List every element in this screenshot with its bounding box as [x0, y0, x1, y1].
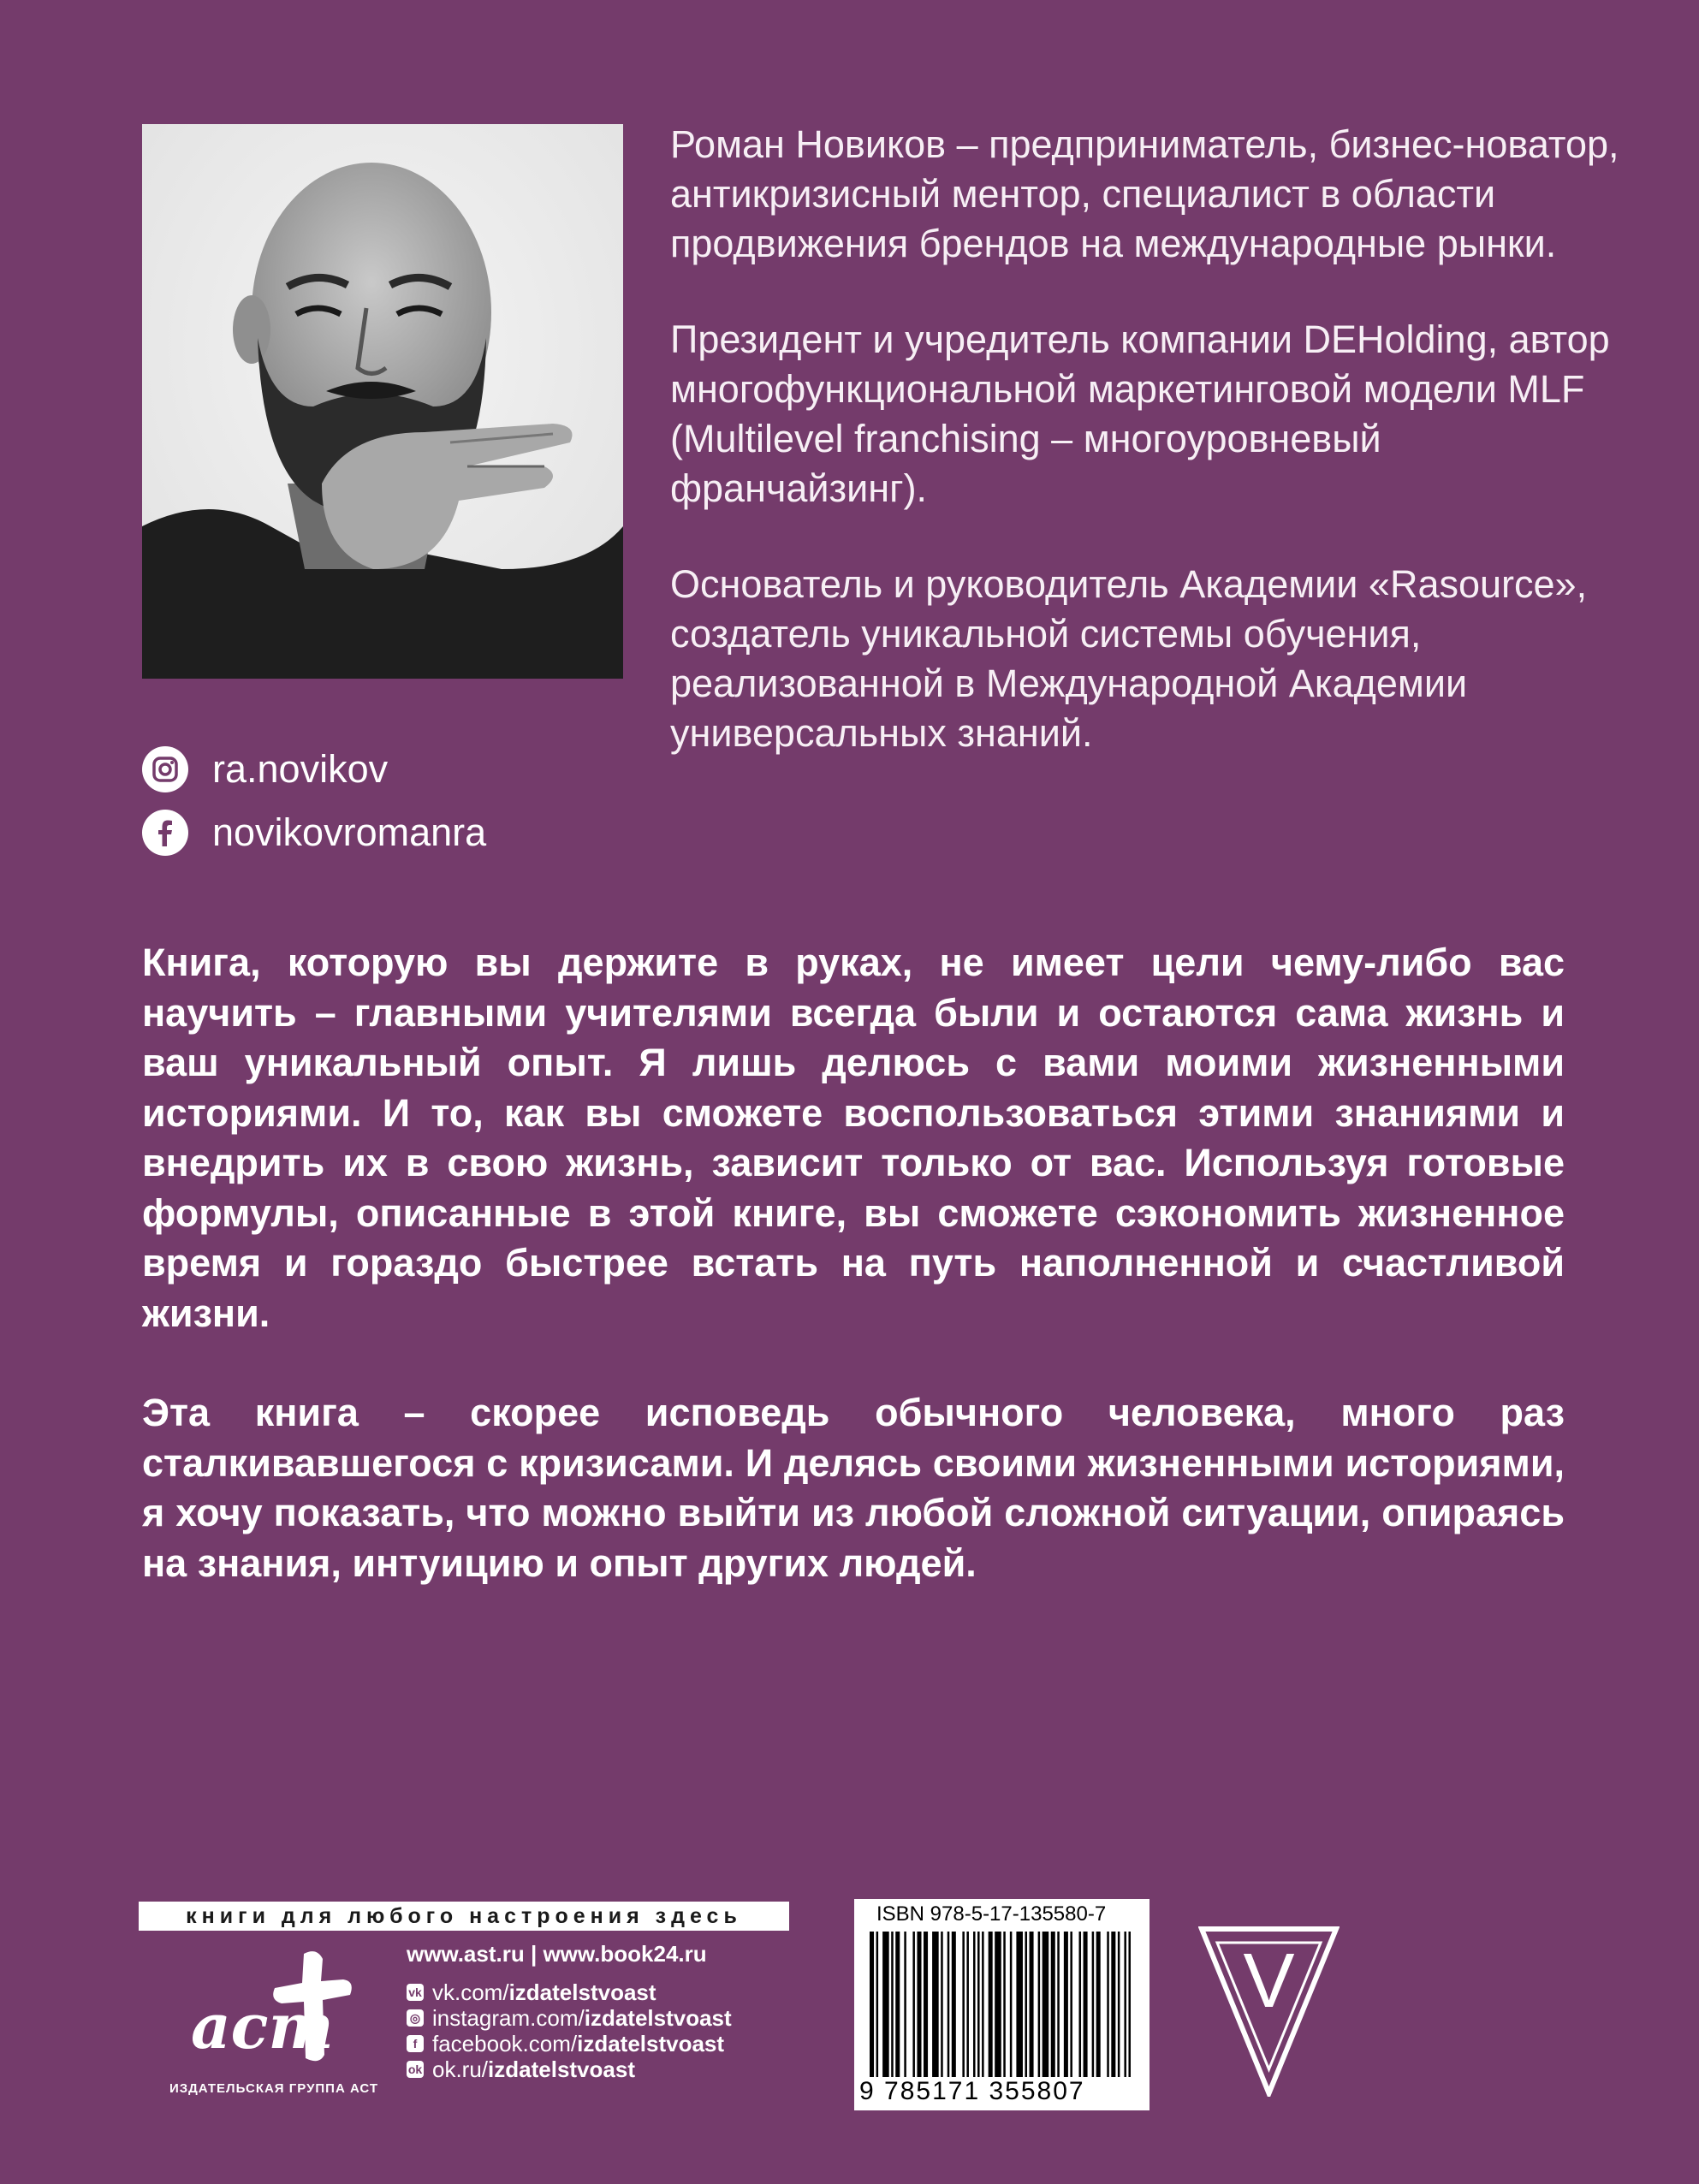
author-bio: [670, 120, 1637, 804]
link-vk-handle: izdatelstvoast: [508, 1979, 656, 2005]
link-facebook-handle: izdatelstvoast: [577, 2030, 725, 2056]
author-social: [142, 738, 486, 864]
link-ok-prefix: ok.ru/: [432, 2056, 489, 2082]
ok-icon: ok: [407, 2062, 423, 2076]
facebook-small-icon: f: [407, 2035, 424, 2052]
link-vk[interactable]: [407, 1979, 732, 2005]
link-facebook-prefix: facebook.com/: [432, 2030, 578, 2056]
barcode-digits: 9 785171 355807: [859, 2077, 1085, 2105]
bio-paragraph-3: Основатель и руководитель Академии «Rasource», создатель уникальной системы обучения, реализованной в Международной Академии универсальных знаний.: [670, 562, 1588, 755]
link-instagram-handle: izdatelstvoast: [584, 2004, 732, 2031]
author-photo: [142, 124, 623, 679]
isbn-barcode: [854, 1899, 1149, 2110]
instagram-handle: ra.novikov: [212, 747, 389, 791]
annotation-paragraph-2: Эта книга – скорее исповедь обычного человека, много раз сталкивавшегося с кризисами. И делясь своими жизненными историями, я хочу показать, что можно выйти из любой сложной ситуации, опираясь на знания, интуицию и опыт других людей.: [142, 1391, 1565, 1585]
book-annotation: [142, 938, 1565, 1638]
publisher-group-name: ИЗДАТЕЛЬСКАЯ ГРУППА АСТ: [169, 2081, 379, 2096]
social-facebook[interactable]: [142, 801, 486, 864]
bio-paragraph-2: Президент и учредитель компании DEHolding, автор многофункциональной маркетинговой модели MLF (Multilevel franchising – многоуровневый франчайзинг).: [670, 318, 1610, 510]
link-ok-handle: izdatelstvoast: [488, 2056, 635, 2082]
vk-icon: vk: [407, 1984, 424, 2001]
facebook-handle: novikovromanra: [212, 810, 487, 854]
social-instagram[interactable]: [142, 738, 486, 801]
link-vk-prefix: vk.com/: [432, 1979, 509, 2005]
annotation-paragraph-1: Книга, которую вы держите в руках, не имеет цели чему-либо вас научить – главными учителями всегда были и остаются сама жизнь и ваш уникальный опыт. Я лишь делюсь с вами моими жизненными историями. И то, как вы сможете воспользоваться этими знаниями и внедрить их в свою жизнь, зависит только от вас. Используя готовые формулы, описанные в этой книге, вы сможете сэкономить жизненное время и гораздо быстрее встать на путь наполненной и счастливой жизни.: [142, 941, 1565, 1335]
ast-logo: [175, 1947, 372, 2067]
link-instagram-prefix: instagram.com/: [432, 2004, 585, 2031]
publisher-websites[interactable]: www.ast.ru | www.book24.ru: [407, 1941, 707, 1967]
link-ok[interactable]: [407, 2056, 732, 2082]
bio-paragraph-1: Роман Новиков – предприниматель, бизнес-новатор, антикризисный ментор, специалист в области продвижения брендов на международные рынки.: [670, 122, 1619, 265]
barcode-bars: [870, 1932, 1131, 2077]
link-instagram[interactable]: [407, 2005, 732, 2031]
instagram-icon: [142, 746, 188, 792]
isbn-number: ISBN 978-5-17-135580-7: [876, 1902, 1107, 1926]
ast-logo-text: аст: [191, 1990, 334, 2062]
svg-text:V: V: [1243, 1938, 1295, 2024]
publisher-tagline: книги для любого настроения здесь: [139, 1902, 789, 1931]
publisher-links: [407, 1941, 732, 2082]
publisher-v-logo: [1198, 1926, 1340, 2097]
link-facebook[interactable]: [407, 2031, 732, 2056]
facebook-icon: [142, 810, 188, 856]
instagram-small-icon: ◎: [407, 2009, 424, 2027]
